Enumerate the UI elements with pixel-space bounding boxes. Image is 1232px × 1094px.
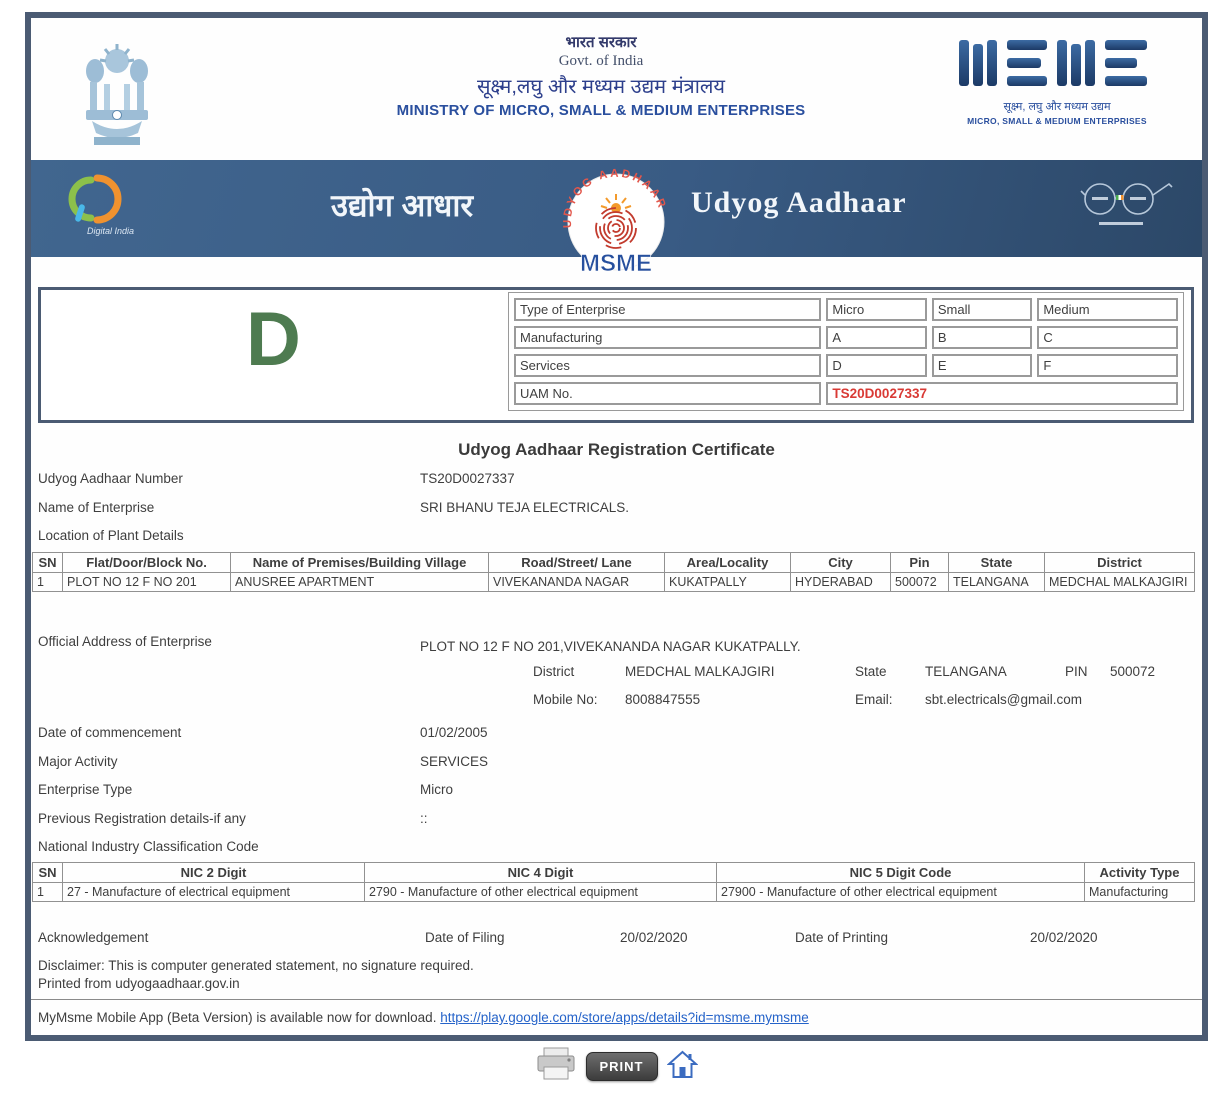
- official-address-label: Official Address of Enterprise: [38, 634, 212, 649]
- nic-code-label: National Industry Classification Code: [38, 839, 259, 854]
- date-of-filing-value: 20/02/2020: [620, 930, 688, 945]
- home-icon[interactable]: [667, 1049, 698, 1084]
- enterprise-type-value: Micro: [420, 782, 453, 797]
- pin-value: 500072: [1110, 664, 1156, 679]
- mymsme-app-line: [38, 1010, 809, 1025]
- major-activity-value: SERVICES: [420, 754, 489, 769]
- mobile-value: 8008847555: [625, 692, 701, 707]
- matrix-cell: Medium: [1037, 298, 1178, 321]
- table-cell: 27 - Manufacture of electrical equipment: [63, 883, 365, 902]
- print-button[interactable]: PRINT: [586, 1052, 658, 1081]
- column-header: Road/Street/ Lane: [489, 553, 665, 573]
- uan-label: Udyog Aadhaar Number: [38, 471, 183, 486]
- email-label: Email:: [855, 692, 893, 707]
- official-address-value: PLOT NO 12 F NO 201,VIVEKANANDA NAGAR KUKATPALLY.: [420, 639, 801, 654]
- nic-table-row: [33, 883, 1195, 902]
- mymsme-app-link[interactable]: https://play.google.com/store/apps/details?id=msme.mymsme: [440, 1010, 809, 1025]
- header: [31, 18, 1202, 160]
- table-cell: HYDERABAD: [791, 573, 891, 592]
- digital-india-caption: Digital India: [87, 226, 135, 236]
- ministry-english-text: MINISTRY OF MICRO, SMALL & MEDIUM ENTERPRISES: [396, 102, 806, 119]
- ministry-hindi-text: सूक्ष्म,लघु और मध्यम उद्यम मंत्रालय: [476, 76, 726, 98]
- nic-table-header-row: [33, 863, 1195, 883]
- disclaimer-line1: Disclaimer: This is computer generated statement, no signature required.: [38, 958, 474, 973]
- nic-table: [32, 862, 1195, 902]
- udyog-aadhaar-seal: [554, 168, 678, 289]
- table-cell: 27900 - Manufacture of other electrical equipment: [717, 883, 1085, 902]
- uam-number: TS20D0027337: [826, 382, 1178, 405]
- column-header: Activity Type: [1085, 863, 1195, 883]
- table-cell: TELANGANA: [949, 573, 1045, 592]
- matrix-cell: B: [932, 326, 1032, 349]
- column-header: Area/Locality: [665, 553, 791, 573]
- selected-enterprise-code: D: [246, 297, 301, 382]
- table-cell: MEDCHAL MALKAJGIRI: [1045, 573, 1195, 592]
- district-value: MEDCHAL MALKAJGIRI: [625, 664, 775, 679]
- matrix-cell: Manufacturing: [514, 326, 821, 349]
- plant-table-row: [33, 573, 1195, 592]
- matrix-cell: A: [826, 326, 926, 349]
- table-cell: 1: [33, 573, 63, 592]
- table-cell: 1: [33, 883, 63, 902]
- footer-divider: [31, 999, 1202, 1000]
- column-header: NIC 5 Digit Code: [717, 863, 1085, 883]
- uam-label: UAM No.: [514, 382, 821, 405]
- column-header: SN: [33, 863, 63, 883]
- matrix-cell: Micro: [826, 298, 926, 321]
- printer-icon[interactable]: [535, 1046, 577, 1087]
- plant-table-header-row: [33, 553, 1195, 573]
- column-header: State: [949, 553, 1045, 573]
- banner-title-english: Udyog Aadhaar: [691, 186, 907, 219]
- enterprise-type-label: Enterprise Type: [38, 782, 133, 797]
- matrix-cell: D: [826, 354, 926, 377]
- matrix-cell: E: [932, 354, 1032, 377]
- column-header: Pin: [891, 553, 949, 573]
- matrix-header-row: [514, 298, 1178, 321]
- matrix-cell: Type of Enterprise: [514, 298, 821, 321]
- mymsme-app-text: MyMsme Mobile App (Beta Version) is available now for download.: [38, 1010, 437, 1025]
- govt-english-text: Govt. of India: [558, 53, 644, 69]
- column-header: NIC 2 Digit: [63, 863, 365, 883]
- matrix-cell: F: [1037, 354, 1178, 377]
- date-of-filing-label: Date of Filing: [425, 930, 505, 945]
- table-cell: VIVEKANANDA NAGAR: [489, 573, 665, 592]
- mobile-label: Mobile No:: [533, 692, 598, 707]
- india-emblem-icon: [79, 40, 155, 157]
- ministry-heading: [311, 32, 891, 119]
- disclaimer-line2: Printed from udyogaadhaar.gov.in: [38, 976, 240, 991]
- state-value: TELANGANA: [925, 664, 1007, 679]
- msme-caption-english: MICRO, SMALL & MEDIUM ENTERPRISES: [967, 116, 1147, 126]
- seal-arc-text: UDYOG AADHAAR: [561, 168, 669, 229]
- column-header: NIC 4 Digit: [365, 863, 717, 883]
- plant-details-label: Location of Plant Details: [38, 528, 184, 543]
- matrix-cell: C: [1037, 326, 1178, 349]
- commencement-label: Date of commencement: [38, 725, 182, 740]
- uan-value: TS20D0027337: [420, 471, 515, 486]
- column-header: District: [1045, 553, 1195, 573]
- previous-registration-label: Previous Registration details-if any: [38, 811, 246, 826]
- matrix-uam-row: [514, 382, 1178, 405]
- action-bar: [0, 1046, 1232, 1087]
- banner-title-hindi: उद्योग आधार: [331, 188, 474, 223]
- table-cell: 500072: [891, 573, 949, 592]
- matrix-row-manufacturing: [514, 326, 1178, 349]
- matrix-row-services: [514, 354, 1178, 377]
- table-cell: KUKATPALLY: [665, 573, 791, 592]
- column-header: Flat/Door/Block No.: [63, 553, 231, 573]
- matrix-cell: Small: [932, 298, 1032, 321]
- certificate-title: Udyog Aadhaar Registration Certificate: [458, 440, 775, 459]
- govt-hindi-text: भारत सरकार: [565, 34, 637, 51]
- pin-label: PIN: [1065, 664, 1088, 679]
- district-label: District: [533, 664, 575, 679]
- column-header: Name of Premises/Building Village: [231, 553, 489, 573]
- matrix-cell: Services: [514, 354, 821, 377]
- email-value: sbt.electricals@gmail.com: [925, 692, 1082, 707]
- enterprise-matrix-table: [508, 292, 1184, 411]
- acknowledgement-label: Acknowledgement: [38, 930, 149, 945]
- enterprise-type-box: [38, 287, 1194, 423]
- commencement-value: 01/02/2005: [420, 725, 488, 740]
- digital-india-logo: [53, 170, 149, 245]
- msme-logo: [942, 36, 1172, 126]
- previous-registration-value: ::: [420, 811, 428, 826]
- enterprise-name-label: Name of Enterprise: [38, 500, 155, 515]
- seal-msme-text: MSME: [580, 250, 652, 277]
- major-activity-label: Major Activity: [38, 754, 118, 769]
- msme-logo-icon: [959, 36, 1155, 90]
- table-cell: Manufacturing: [1085, 883, 1195, 902]
- table-cell: ANUSREE APARTMENT: [231, 573, 489, 592]
- table-cell: PLOT NO 12 F NO 201: [63, 573, 231, 592]
- certificate-document: [25, 12, 1208, 1041]
- msme-caption-hindi: सूक्ष्म, लघु और मध्यम उद्यम: [1003, 101, 1111, 113]
- state-label: State: [855, 664, 887, 679]
- enterprise-name-value: SRI BHANU TEJA ELECTRICALS.: [420, 500, 630, 515]
- column-header: City: [791, 553, 891, 573]
- date-of-printing-value: 20/02/2020: [1030, 930, 1098, 945]
- date-of-printing-label: Date of Printing: [795, 930, 889, 945]
- table-cell: 2790 - Manufacture of other electrical equipment: [365, 883, 717, 902]
- plant-location-table: [32, 552, 1195, 592]
- swachh-bharat-glasses-icon: [1079, 174, 1174, 241]
- column-header: SN: [33, 553, 63, 573]
